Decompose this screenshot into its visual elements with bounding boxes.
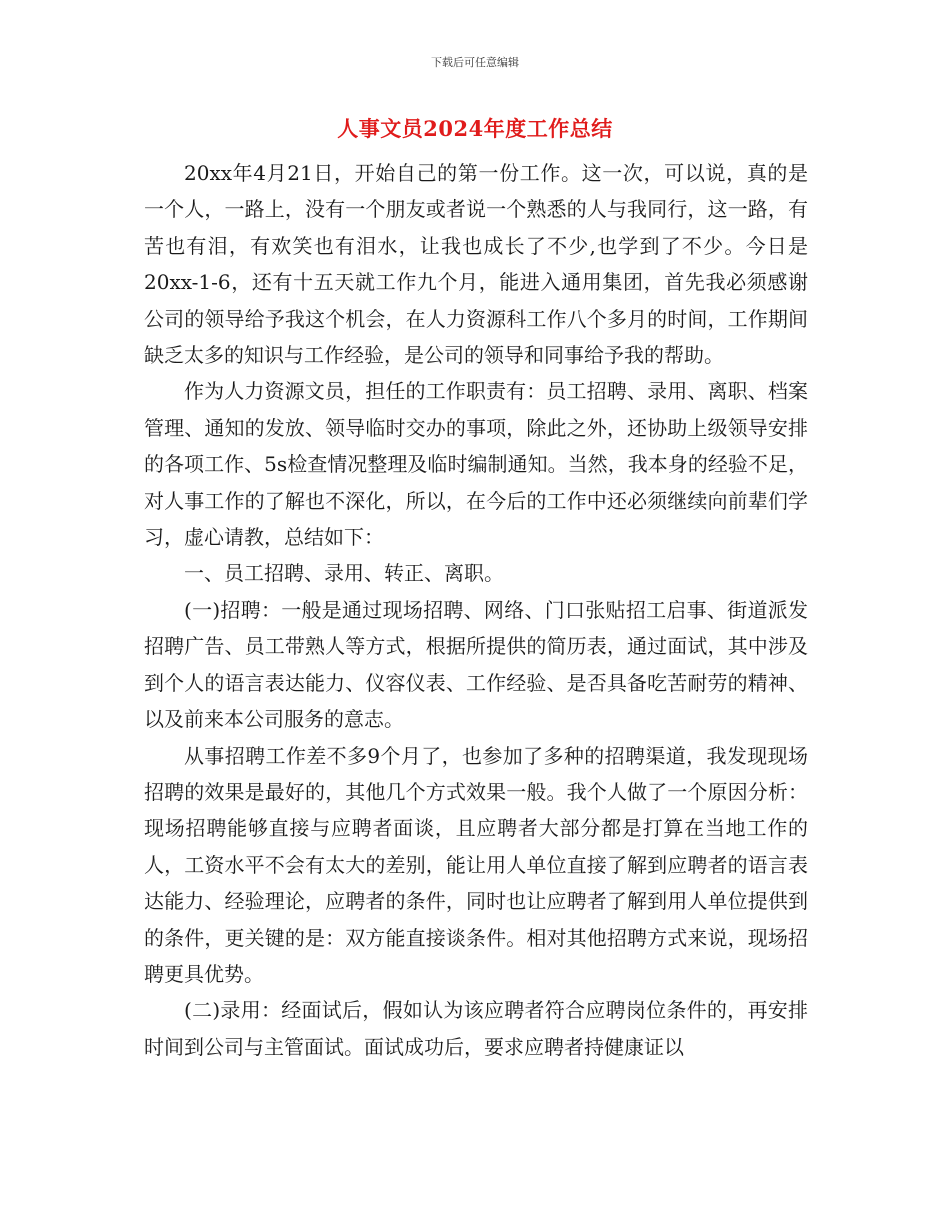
document-body bbox=[144, 155, 808, 1065]
document-title: 人事文员2024年度工作总结 bbox=[337, 116, 613, 141]
header-note: 下载后可任意编辑 bbox=[431, 56, 519, 69]
paragraph: 20xx年4月21日，开始自己的第一份工作。这一次，可以说，真的是一个人，一路上，没有一个朋友或者说一个熟悉的人与我同行，这一路，有苦也有泪，有欢笑也有泪水，让我也成长了不少,也学到了不少。今日是20xx-1-6，还有十五天就工作九个月，能进入通用集团，首先我必须感谢公司的领导给予我这个机会，在人力资源科工作八个多月的时间，工作期间缺乏太多的知识与工作经验，是公司的领导和同事给予我的帮助。 bbox=[144, 161, 808, 368]
paragraph: (二)录用：经面试后，假如认为该应聘者符合应聘岗位条件的，再安排时间到公司与主管面试。面试成功后，要求应聘者持健康证以 bbox=[144, 998, 808, 1059]
section-heading: 一、员工招聘、录用、转正、离职。 bbox=[184, 561, 504, 586]
paragraph: 作为人力资源文员，担任的工作职责有：员工招聘、录用、离职、档案管理、通知的发放、领导临时交办的事项，除此之外，还协助上级领导安排的各项工作、5s检查情况整理及临时编制通知。当然，我本身的经验不足，对人事工作的了解也不深化，所以，在今后的工作中还必须继续向前辈们学习，虚心请教，总结如下： bbox=[144, 379, 808, 550]
paragraph: (一)招聘：一般是通过现场招聘、网络、门口张贴招工启事、街道派发招聘广告、员工带熟人等方式，根据所提供的简历表，通过面试，其中涉及到个人的语言表达能力、仪容仪表、工作经验、是否具备吃苦耐劳的精神、以及前来本公司服务的意志。 bbox=[144, 597, 808, 732]
paragraph: 从事招聘工作差不多9个月了，也参加了多种的招聘渠道，我发现现场招聘的效果是最好的，其他几个方式效果一般。我个人做了一个原因分析：现场招聘能够直接与应聘者面谈，且应聘者大部分都是打算在当地工作的人，工资水平不会有太大的差别，能让用人单位直接了解到应聘者的语言表达能力、经验理论，应聘者的条件，同时也让应聘者了解到用人单位提供到的条件，更关键的是：双方能直接谈条件。相对其他招聘方式来说，现场招聘更具优势。 bbox=[144, 743, 808, 986]
